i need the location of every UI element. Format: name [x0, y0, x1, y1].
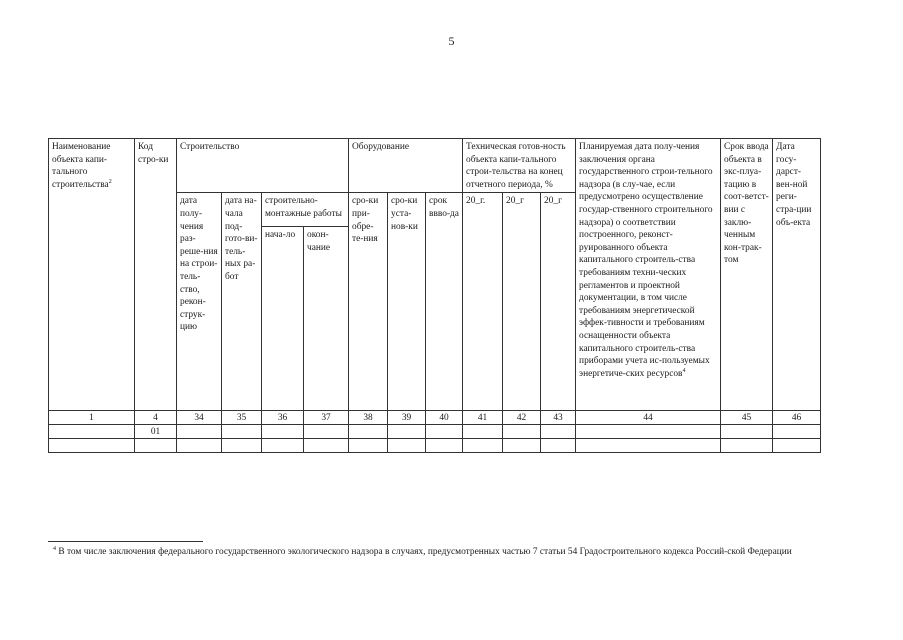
- table-cell[interactable]: [541, 439, 576, 453]
- column-number: 35: [222, 411, 262, 425]
- header-equipment-acquisition: сро-ки при-обре-те-ния: [349, 193, 388, 411]
- column-number: 34: [177, 411, 222, 425]
- table-cell[interactable]: [304, 425, 349, 439]
- column-number: 37: [304, 411, 349, 425]
- header-planned-conclusion-date: Планируемая дата полу-чения заключения органа государственного строи-тельного надзора (в слу-чае, если предусмотрено осуществление государ-ственного строительного надзора) о соответствии построенного, реконст-руированного объекта капитального строитель-ства требованиям техни-ческих регламентов и проектной документации, в том числе требованиям энергетической эффек-тивности и требованиям оснащенности объекта капитального строитель-ства приборами учета ис-пользуемых энергетиче-ских ресурсов$^4$: [576, 139, 721, 411]
- table-cell[interactable]: [177, 439, 222, 453]
- header-construction-works: строительно-монтажные работы: [262, 193, 349, 227]
- header-registration-date: Дата госу-дарст-вен-ной реги-стра-ции объ-екта: [773, 139, 821, 411]
- page-number: 5: [448, 34, 455, 48]
- table-cell[interactable]: [426, 425, 463, 439]
- table-cell[interactable]: [463, 439, 503, 453]
- table-cell[interactable]: [541, 425, 576, 439]
- column-number: 1: [49, 411, 135, 425]
- footnote-text: В том числе заключения федерального государственного экологического надзора в случаях, предусмотренных частью 7 статьи 54 Градостроительного кодекса Россий-ской Федерации: [56, 547, 792, 557]
- header-equipment: Оборудование: [349, 139, 463, 193]
- footnote-marker: 4: [53, 545, 56, 552]
- column-number: 46: [773, 411, 821, 425]
- column-number-row: [49, 411, 821, 425]
- header-year-2: 20_г: [503, 193, 541, 411]
- table-row: [49, 439, 821, 453]
- table-cell[interactable]: [388, 439, 426, 453]
- column-number: 38: [349, 411, 388, 425]
- header-permit-date: дата полу-чения раз-реше-ния на строи-тель-ство, рекон-струк-цию: [177, 193, 222, 411]
- table-cell[interactable]: [349, 439, 388, 453]
- table-cell[interactable]: [135, 439, 177, 453]
- table-cell[interactable]: [177, 425, 222, 439]
- table-cell[interactable]: [503, 439, 541, 453]
- header-year-1: 20_г.: [463, 193, 503, 411]
- table-cell[interactable]: [349, 425, 388, 439]
- header-row-1: [49, 139, 821, 193]
- column-number: 39: [388, 411, 426, 425]
- header-equipment-installation: сро-ки уста-нов-ки: [388, 193, 426, 411]
- table-cell[interactable]: 01: [135, 425, 177, 439]
- column-number: 36: [262, 411, 304, 425]
- table-cell[interactable]: [426, 439, 463, 453]
- table-cell[interactable]: [304, 439, 349, 453]
- header-works-end: окон-чание: [304, 227, 349, 411]
- report-table: [48, 138, 821, 453]
- header-works-start: нача-ло: [262, 227, 304, 411]
- footnote: [53, 546, 843, 559]
- table-cell[interactable]: [576, 439, 721, 453]
- footnote-ref-2: 2: [108, 178, 112, 185]
- column-number: 41: [463, 411, 503, 425]
- table-cell[interactable]: [388, 425, 426, 439]
- table-cell[interactable]: [262, 425, 304, 439]
- header-construction: Строительство: [177, 139, 349, 193]
- header-year-3: 20_г: [541, 193, 576, 411]
- footnote-separator: [48, 541, 203, 542]
- column-number: 40: [426, 411, 463, 425]
- table-cell[interactable]: [503, 425, 541, 439]
- table-cell[interactable]: [773, 439, 821, 453]
- table-cell[interactable]: [721, 425, 773, 439]
- table-cell[interactable]: [222, 425, 262, 439]
- column-number: 42: [503, 411, 541, 425]
- header-technical-readiness: Техническая готов-ность объекта капи-тального строи-тельства на конец отчетного периода, %: [463, 139, 576, 193]
- header-row-code: Код стро-ки: [135, 139, 177, 411]
- column-number: 43: [541, 411, 576, 425]
- table-cell[interactable]: [49, 439, 135, 453]
- table-cell[interactable]: [262, 439, 304, 453]
- table-cell[interactable]: [576, 425, 721, 439]
- table-cell[interactable]: [773, 425, 821, 439]
- table-row: [49, 425, 821, 439]
- column-number: 4: [135, 411, 177, 425]
- footnote-ref-4: 4: [682, 367, 686, 374]
- table-cell[interactable]: [49, 425, 135, 439]
- table-cell[interactable]: [222, 439, 262, 453]
- header-equipment-commissioning: срок ввво-да: [426, 193, 463, 411]
- column-number: 44: [576, 411, 721, 425]
- header-object-name: Наименование объекта капи-тального строительства$^2$: [49, 139, 135, 411]
- header-commissioning-term: Срок ввода объекта в экс-плуа-тацию в соот-ветст-вии с заклю-ченным кон-трак-том: [721, 139, 773, 411]
- header-prep-works-start: дата на-чала под-гото-ви-тель-ных ра-бот: [222, 193, 262, 411]
- table-cell[interactable]: [463, 425, 503, 439]
- column-number: 45: [721, 411, 773, 425]
- table-cell[interactable]: [721, 439, 773, 453]
